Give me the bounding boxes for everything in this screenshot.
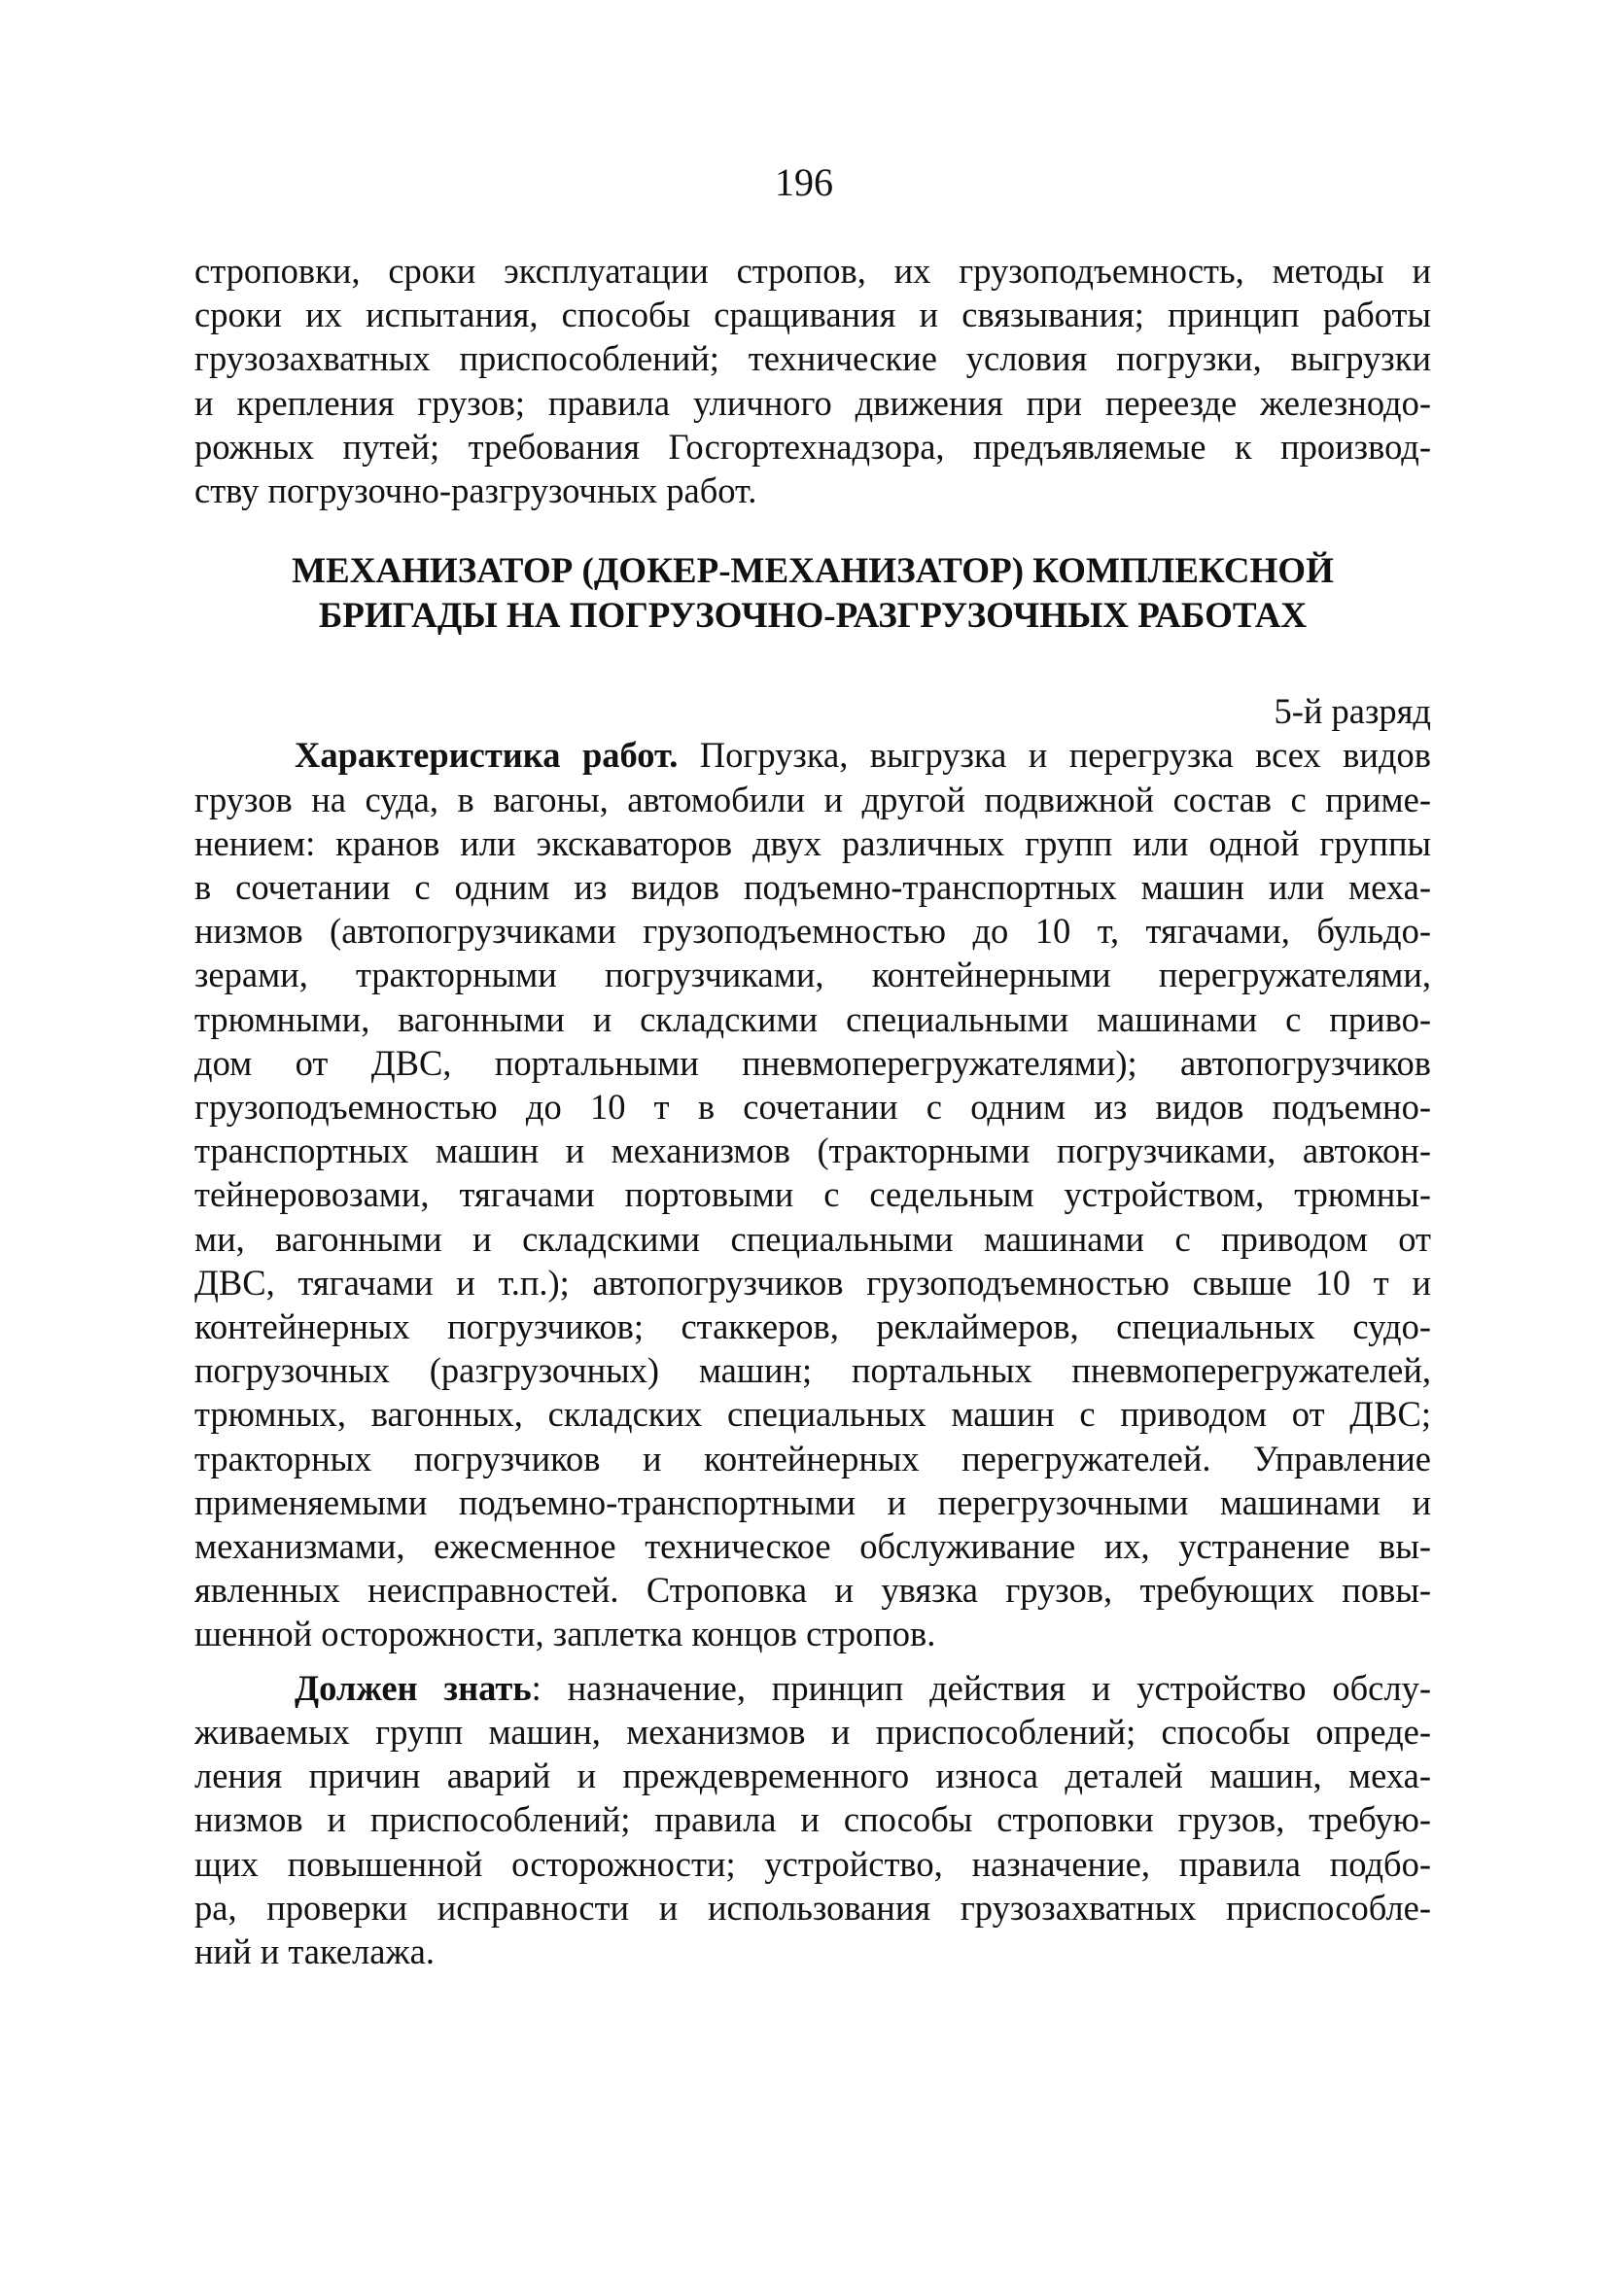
text-line: погрузочных (разгрузочных) машин; портальных пневмоперегружателей, [194,1350,1431,1391]
text-line: применяемыми подъемно-транспортными и перегрузочными машинами и [194,1481,1431,1522]
text-line: контейнерных погрузчиков; стаккеров, реклаймеров, специальных судо- [194,1306,1431,1347]
text-line: грузоподъемностью до 10 т в сочетании с одним из видов подъемно- [194,1087,1431,1128]
text-line: ления причин аварий и преждевременного износа деталей машин, меха- [194,1756,1431,1796]
text-line: грузов на суда, в вагоны, автомобили и другой подвижной состав с приме- [194,779,1431,819]
text-line: живаемых групп машин, механизмов и приспособлений; способы опреде- [194,1711,1431,1752]
text-line: механизмами, ежесменное техническое обслуживание их, устранение вы- [194,1526,1431,1567]
paragraph-gap [194,1656,1431,1666]
intro-paragraph [194,249,1431,512]
knowledge-paragraph [194,1666,1431,1973]
text-line: строповки, сроки эксплуатации стропов, их грузоподъемность, методы и [194,251,1431,291]
text-line: сроки их испытания, способы сращивания и связывания; принцип работы [194,295,1431,335]
text-line [194,1666,1431,1710]
heading-line-2: БРИГАДЫ НА ПОГРУЗОЧНО-РАЗГРУЗОЧНЫХ РАБОТАХ [318,596,1308,637]
text-line: низмов и приспособлений; правила и способы строповки грузов, требую- [194,1799,1431,1840]
text-line: ний и такелажа. [194,1931,435,1971]
text-line: трюмными, вагонными и складскими специальными машинами с приво- [194,998,1431,1039]
text-line: рожных путей; требования Госгортехнадзора, предъявляемые к производ- [194,426,1431,467]
text-line: и крепления грузов; правила уличного движения при переезде железнодо- [194,382,1431,423]
page-content [194,249,1431,1973]
knowledge-term: Должен знать [295,1667,532,1708]
characteristics-first-line: Погрузка, выгрузка и перегрузка всех видов [678,735,1431,776]
text-line: трюмных, вагонных, складских специальных машин с приводом от ДВС; [194,1394,1431,1435]
text-line: грузозахватных приспособлений; технические условия погрузки, выгрузки [194,338,1431,379]
text-line [194,733,1431,777]
text-line: ми, вагонными и складскими специальными машинами с приводом от [194,1218,1431,1259]
page-number: 196 [775,160,833,204]
text-line: ству погрузочно-разгрузочных работ. [194,470,757,511]
characteristics-term: Характеристика работ. [295,735,679,776]
grade-label: 5-й разряд [1274,691,1431,732]
text-line: ра, проверки исправности и использования грузозахватных приспособле- [194,1887,1431,1928]
text-line: ДВС, тягачами и т.п.); автопогрузчиков грузоподъемностью свыше 10 т и [194,1262,1431,1303]
text-line: нением: кранов или экскаваторов двух различных групп или одной группы [194,822,1431,863]
text-line: дом от ДВС, портальными пневмоперегружателями); автопогрузчиков [194,1042,1431,1083]
heading-line-1: МЕХАНИЗАТОР (ДОКЕР-МЕХАНИЗАТОР) КОМПЛЕКСНОЙ [292,551,1334,592]
characteristics-paragraph [194,733,1431,1655]
section-heading [194,549,1431,639]
text-line: явленных неисправностей. Строповка и увязка грузов, требующих повы- [194,1570,1431,1611]
knowledge-first-line: : назначение, принцип действия и устройство обслу- [531,1667,1431,1708]
text-line: тракторных погрузчиков и контейнерных перегружателей. Управление [194,1438,1431,1478]
text-line: шенной осторожности, заплетка концов стропов. [194,1614,936,1654]
text-line: в сочетании с одним из видов подъемно-транспортных машин или меха- [194,867,1431,908]
text-line: щих повышенной осторожности; устройство, назначение, правила подбо- [194,1843,1431,1884]
text-line: транспортных машин и механизмов (тракторными погрузчиками, автокон- [194,1131,1431,1171]
text-line: зерами, тракторными погрузчиками, контейнерными перегружателями, [194,955,1431,995]
text-line: низмов (автопогрузчиками грузоподъемностью до 10 т, тягачами, бульдо- [194,911,1431,952]
text-line: тейнеровозами, тягачами портовыми с седельным устройством, трюмны- [194,1174,1431,1215]
